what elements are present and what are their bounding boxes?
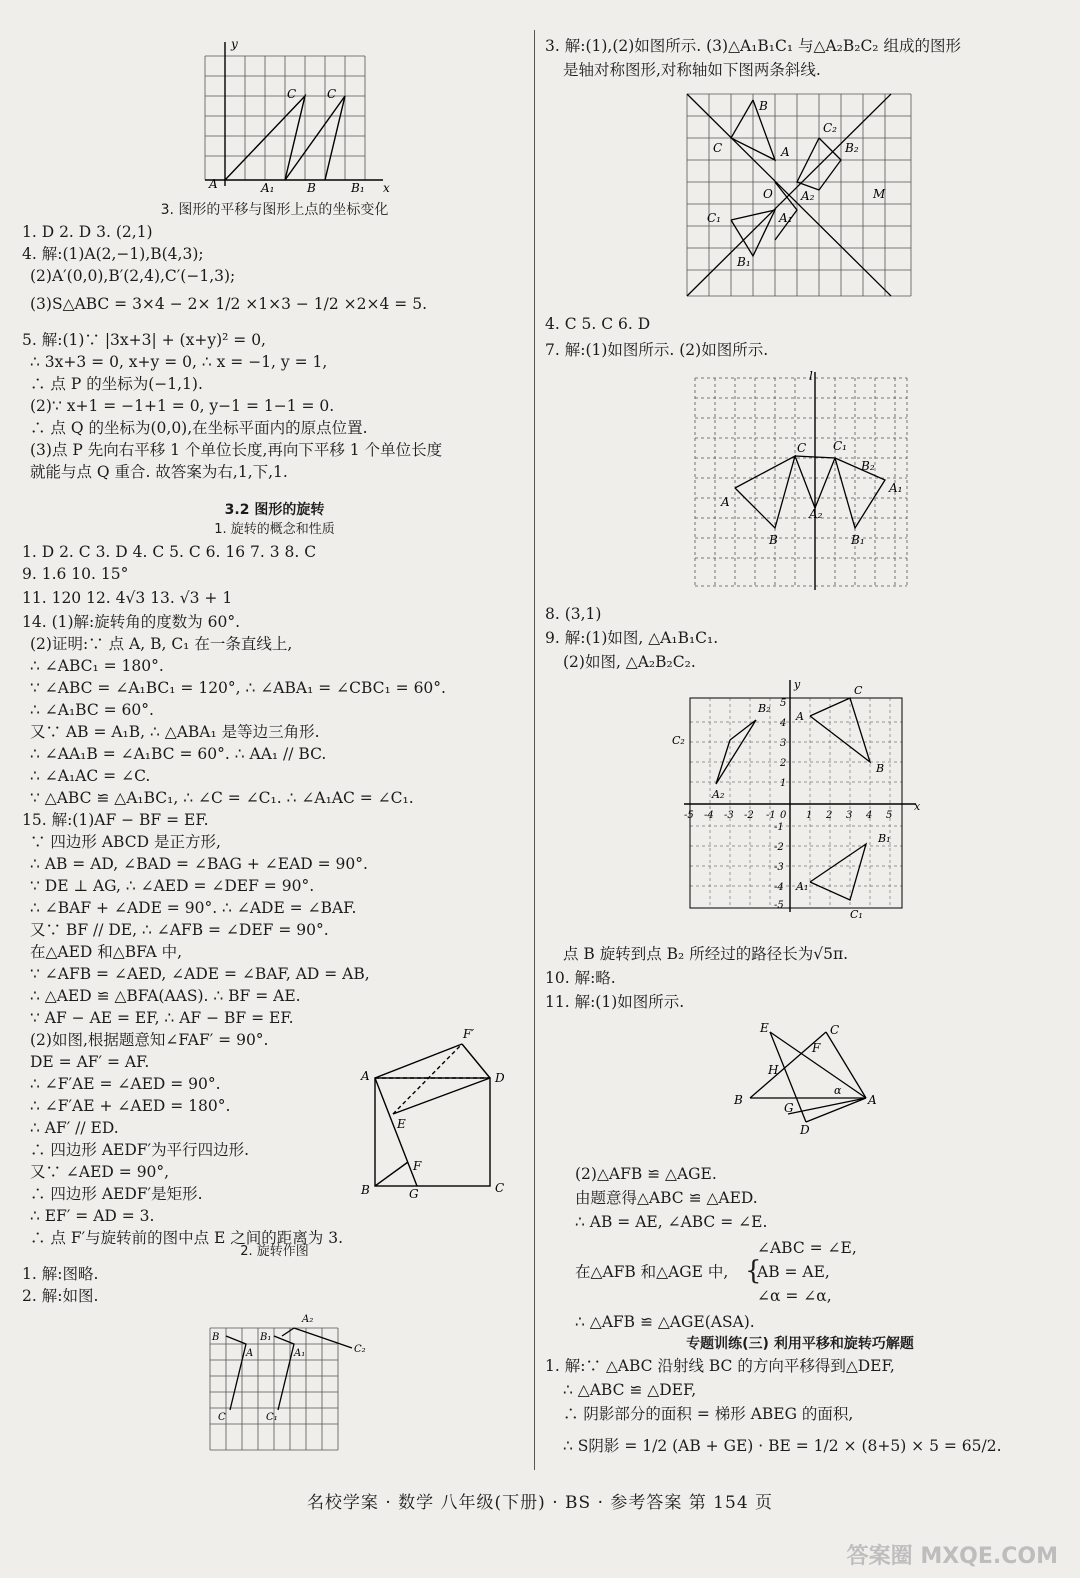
g5-ytick: -3 xyxy=(774,862,784,873)
congruent-triangles-figure xyxy=(730,1018,880,1138)
g5-xtick: 4 xyxy=(866,810,873,821)
g5-ytick: 3 xyxy=(780,738,787,749)
g2-label-b1: B₁ xyxy=(260,1332,272,1343)
answer-line: 14. (1)解:旋转角的度数为 60°. xyxy=(22,613,241,631)
answer-line: ∵ AF − AE = EF, ∴ AF − BF = EF. xyxy=(30,1009,294,1027)
g4-label-c1: C₁ xyxy=(833,439,847,453)
g3-label-b1: B₁ xyxy=(737,255,751,269)
fig1-label-c1: C xyxy=(327,87,337,101)
g3-label-b2: B₂ xyxy=(845,141,859,155)
answer-line: 由题意得△ABC ≌ △AED. xyxy=(575,1189,758,1207)
g5-xtick: 1 xyxy=(806,810,813,821)
answer-line: (2)△AFB ≌ △AGE. xyxy=(575,1165,717,1183)
answer-line: ∴ S阴影 = 1/2 (AB + GE) · BE = 1/2 × (8+5) × 5 = 65/2. xyxy=(563,1437,1002,1455)
answer-line: 点 B 旋转到点 B₂ 所经过的路径长为√5π. xyxy=(563,945,849,963)
g3-label-b: B xyxy=(759,99,768,113)
g4-label-l: l xyxy=(809,369,813,383)
answer-line: ∴ ∠ABC₁ = 180°. xyxy=(30,657,164,675)
answer-line: ∴ △ABC ≌ △DEF, xyxy=(563,1381,697,1399)
g3-label-a1: A₁ xyxy=(779,211,793,225)
answer-line: ∴ 点 Q 的坐标为(0,0),在坐标平面内的原点位置. xyxy=(30,419,368,437)
answer-line: 是轴对称图形,对称轴如下图两条斜线. xyxy=(563,61,821,79)
answer-line: ∵ ∠ABC = ∠A₁BC₁ = 120°, ∴ ∠ABA₁ = ∠CBC₁ = 60°. xyxy=(30,679,446,697)
answer-line: AB = AE, xyxy=(757,1263,830,1281)
answer-line: ∴ ∠F′AE = ∠AED = 90°. xyxy=(30,1075,221,1093)
answer-line: ∴ ∠F′AE + ∠AED = 180°. xyxy=(30,1097,231,1115)
fig1-label-c: C xyxy=(287,87,297,101)
g5-ytick: -1 xyxy=(774,822,784,833)
g3-label-c2: C₂ xyxy=(823,121,837,135)
answer-line: (3)S△ABC = 3×4 − 2× 1/2 ×1×3 − 1/2 ×2×4 = 5. xyxy=(30,295,428,313)
answer-line: ∴ 阴影部分的面积 = 梯形 ABEG 的面积, xyxy=(563,1405,854,1423)
answer-line: (2)如图, △A₂B₂C₂. xyxy=(563,653,696,671)
section-heading-special: 专题训练(三) 利用平移和旋转巧解题 xyxy=(686,1336,914,1352)
answer-line: 11. 120 12. 4√3 13. √3 + 1 xyxy=(22,589,233,607)
answer-line: 3. 解:(1),(2)如图所示. (3)△A₁B₁C₁ 与△A₂B₂C₂ 组成的图形 xyxy=(545,37,961,55)
subsection-heading: 1. 旋转的概念和性质 xyxy=(214,522,335,537)
g3-label-o: O xyxy=(763,187,773,201)
g6-label-a: A xyxy=(868,1093,877,1107)
answer-line: ∴ ∠BAF + ∠ADE = 90°. ∴ ∠ADE = ∠BAF. xyxy=(30,899,357,917)
g3-label-c1: C₁ xyxy=(707,211,721,225)
g5-xtick: -2 xyxy=(744,810,754,821)
g5-label-a2: A₂ xyxy=(712,788,725,801)
g5-label-y: y xyxy=(794,678,801,691)
page-footer: 名校学案 · 数学 八年级(下册) · BS · 参考答案 第 154 页 xyxy=(306,1493,774,1513)
g2-label-c1: C₁ xyxy=(266,1412,278,1423)
answer-line: 又∵ AB = A₁B, ∴ △ABA₁ 是等边三角形. xyxy=(30,723,320,741)
watermark-logo: 答案圈 MXQE.COM xyxy=(846,1544,1058,1569)
g5-label-c2: C₂ xyxy=(672,734,685,747)
g5-label-a1: A₁ xyxy=(796,880,809,893)
g5-label-c: C xyxy=(854,684,863,697)
answer-line: (2)证明:∵ 点 A, B, C₁ 在一条直线上, xyxy=(30,635,293,653)
g5-ytick: 2 xyxy=(780,758,787,769)
sq-label-d: D xyxy=(495,1071,505,1085)
g3-label-c: C xyxy=(713,141,723,155)
answer-line: 1. D 2. C 3. D 4. C 5. C 6. 16 7. 3 8. C xyxy=(22,543,317,561)
g5-label-c1: C₁ xyxy=(850,908,863,921)
fig1-label-b1: B₁ xyxy=(351,181,365,195)
answer-line: ∴ ∠AA₁B = ∠A₁BC = 60°. ∴ AA₁ // BC. xyxy=(30,745,327,763)
answer-line: ∴ EF′ = AD = 3. xyxy=(30,1207,155,1225)
answer-line: ∴ △AED ≌ △BFA(AAS). ∴ BF = AE. xyxy=(30,987,301,1005)
answer-line: 8. (3,1) xyxy=(545,605,602,623)
fig1-x-label: x xyxy=(383,181,390,195)
answer-line: 又∵ BF // DE, ∴ ∠AFB = ∠DEF = 90°. xyxy=(30,921,329,939)
sq-label-f: F xyxy=(413,1159,422,1173)
g5-xtick: -1 xyxy=(766,810,776,821)
answer-line: ∠α = ∠α, xyxy=(757,1287,832,1305)
g6-label-g: G xyxy=(784,1101,794,1115)
g5-xtick: -4 xyxy=(704,810,714,821)
reflection-dashed-grid-figure xyxy=(685,368,920,593)
answer-line: 15. 解:(1)AF − BF = EF. xyxy=(22,811,209,829)
g5-ytick: 4 xyxy=(780,718,787,729)
g5-ytick: 5 xyxy=(780,698,787,709)
section-heading-rotation: 3.2 图形的旋转 xyxy=(224,502,325,518)
answer-line: ∴ △AFB ≌ △AGE(ASA). xyxy=(575,1313,755,1331)
g6-label-e: E xyxy=(760,1021,769,1035)
g2-label-a2: A₂ xyxy=(302,1314,314,1325)
answer-line: (2)如图,根据题意知∠FAF′ = 90°. xyxy=(30,1031,269,1049)
sq-label-f2: F′ xyxy=(463,1027,475,1041)
g5-label-x: x xyxy=(914,800,921,813)
sq-label-g: G xyxy=(409,1187,419,1201)
g4-label-a1: A₁ xyxy=(889,481,903,495)
answer-line: 11. 解:(1)如图所示. xyxy=(545,993,685,1011)
rotation-grid-figure xyxy=(202,1310,377,1455)
fig1-label-a1: A₁ xyxy=(261,181,275,195)
g4-label-b: B xyxy=(769,533,778,547)
sq-label-a: A xyxy=(361,1069,370,1083)
g2-label-a1: A₁ xyxy=(294,1348,306,1359)
g5-xtick: -3 xyxy=(724,810,734,821)
symmetry-grid-figure xyxy=(683,90,918,300)
g4-label-b2: B₂ xyxy=(861,459,875,473)
answer-line: (2)∵ x+1 = −1+1 = 0, y−1 = 1−1 = 0. xyxy=(30,397,335,415)
section-heading-translation: 3. 图形的平移与图形上点的坐标变化 xyxy=(160,202,389,218)
brace: { xyxy=(745,1256,762,1286)
column-divider xyxy=(534,30,535,1470)
g6-label-h: H xyxy=(768,1063,779,1077)
answer-line: ∴ AB = AD, ∠BAD = ∠BAG + ∠EAD = 90°. xyxy=(30,855,368,873)
answer-line: ∴ 四边形 AEDF′是矩形. xyxy=(30,1185,203,1203)
g5-xtick: 2 xyxy=(826,810,833,821)
translation-grid-figure xyxy=(187,38,397,198)
g5-xtick: -5 xyxy=(684,810,694,821)
answer-line: 9. 1.6 10. 15° xyxy=(22,565,129,583)
answer-line: ∵ 四边形 ABCD 是正方形, xyxy=(30,833,221,851)
answer-line: 就能与点 Q 重合. 故答案为右,1,下,1. xyxy=(30,463,288,481)
g3-label-m: M xyxy=(873,187,886,201)
g5-ytick: -4 xyxy=(774,882,784,893)
g5-ytick: -5 xyxy=(774,900,784,911)
g2-label-c2: C₂ xyxy=(354,1344,366,1355)
g5-label-a: A xyxy=(796,710,804,723)
answer-line: 10. 解:略. xyxy=(545,969,616,987)
answer-line: ∴ ∠A₁BC = 60°. xyxy=(30,701,154,719)
answer-line: (2)A′(0,0),B′(2,4),C′(−1,3); xyxy=(30,267,236,285)
fig1-label-b: B xyxy=(307,181,316,195)
answer-line: 在△AFB 和△AGE 中, xyxy=(575,1263,729,1281)
sq-label-e: E xyxy=(397,1117,406,1131)
g6-label-d: D xyxy=(800,1123,810,1137)
answer-line: 1. D 2. D 3. (2,1) xyxy=(22,223,153,241)
answer-line: 4. C 5. C 6. D xyxy=(545,315,651,333)
coordinate-rotation-figure xyxy=(670,676,935,926)
g2-label-a: A xyxy=(246,1348,254,1359)
g4-label-a2: A₂ xyxy=(809,507,823,521)
g5-ytick: -2 xyxy=(774,842,784,853)
g6-label-f: F xyxy=(812,1041,821,1055)
answer-line: DE = AF′ = AF. xyxy=(30,1053,150,1071)
answer-line: ∵ DE ⊥ AG, ∴ ∠AED = ∠DEF = 90°. xyxy=(30,877,315,895)
g5-label-b1: B₁ xyxy=(878,832,891,845)
answer-line: ∠ABC = ∠E, xyxy=(757,1239,857,1257)
answer-line: ∴ ∠A₁AC = ∠C. xyxy=(30,767,151,785)
sq-label-c: C xyxy=(495,1181,505,1195)
fig1-label-a: A xyxy=(209,177,218,191)
answer-line: ∴ 点 P 的坐标为(−1,1). xyxy=(30,375,203,393)
answer-line: ∵ ∠AFB = ∠AED, ∠ADE = ∠BAF, AD = AB, xyxy=(30,965,370,983)
answer-line: 在△AED 和△BFA 中, xyxy=(30,943,183,961)
answer-line: 1. 解:∵ △ABC 沿射线 BC 的方向平移得到△DEF, xyxy=(545,1357,895,1375)
answer-line: 又∵ ∠AED = 90°, xyxy=(30,1163,170,1181)
answer-line: ∴ 点 F′与旋转前的图中点 E 之间的距离为 3. xyxy=(30,1229,344,1247)
answer-line: 4. 解:(1)A(2,−1),B(4,3); xyxy=(22,245,204,263)
g3-label-a2: A₂ xyxy=(801,189,815,203)
g4-label-a: A xyxy=(721,495,730,509)
g5-xtick: 0 xyxy=(780,810,787,821)
answer-line: ∴ 四边形 AEDF′为平行四边形. xyxy=(30,1141,249,1159)
answer-line: (3)点 P 先向右平移 1 个单位长度,再向下平移 1 个单位长度 xyxy=(30,441,443,459)
g2-label-c: C xyxy=(218,1412,226,1423)
g4-label-b1: B₁ xyxy=(851,533,865,547)
g3-label-a: A xyxy=(781,145,790,159)
square-rotation-figure xyxy=(357,1022,532,1202)
answer-line: 5. 解:(1)∵ |3x+3| + (x+y)² = 0, xyxy=(22,331,266,349)
answer-line: 9. 解:(1)如图, △A₁B₁C₁. xyxy=(545,629,719,647)
sq-label-b: B xyxy=(361,1183,370,1197)
fig1-y-label: y xyxy=(231,38,238,51)
g5-ytick: 1 xyxy=(780,778,787,789)
answer-line: ∵ △ABC ≌ △A₁BC₁, ∴ ∠C = ∠C₁. ∴ ∠A₁AC = ∠C₁. xyxy=(30,789,414,807)
g5-label-b2: B₂ xyxy=(758,702,771,715)
answer-line: 2. 解:如图. xyxy=(22,1287,99,1305)
g2-label-b: B xyxy=(212,1332,220,1343)
g5-xtick: 5 xyxy=(886,810,893,821)
answer-line: ∴ AB = AE, ∠ABC = ∠E. xyxy=(575,1213,768,1231)
g6-label-alpha: α xyxy=(834,1084,842,1097)
answer-line: 1. 解:图略. xyxy=(22,1265,99,1283)
g4-label-c: C xyxy=(797,441,807,455)
answer-line: 7. 解:(1)如图所示. (2)如图所示. xyxy=(545,341,769,359)
subsection-heading: 2. 旋转作图 xyxy=(240,1244,309,1259)
g6-label-b: B xyxy=(734,1093,743,1107)
g5-xtick: 3 xyxy=(846,810,853,821)
answer-line: ∴ 3x+3 = 0, x+y = 0, ∴ x = −1, y = 1, xyxy=(30,353,328,371)
g6-label-c: C xyxy=(830,1023,840,1037)
answer-line: ∴ AF′ // ED. xyxy=(30,1119,119,1137)
g5-label-b: B xyxy=(876,762,885,775)
